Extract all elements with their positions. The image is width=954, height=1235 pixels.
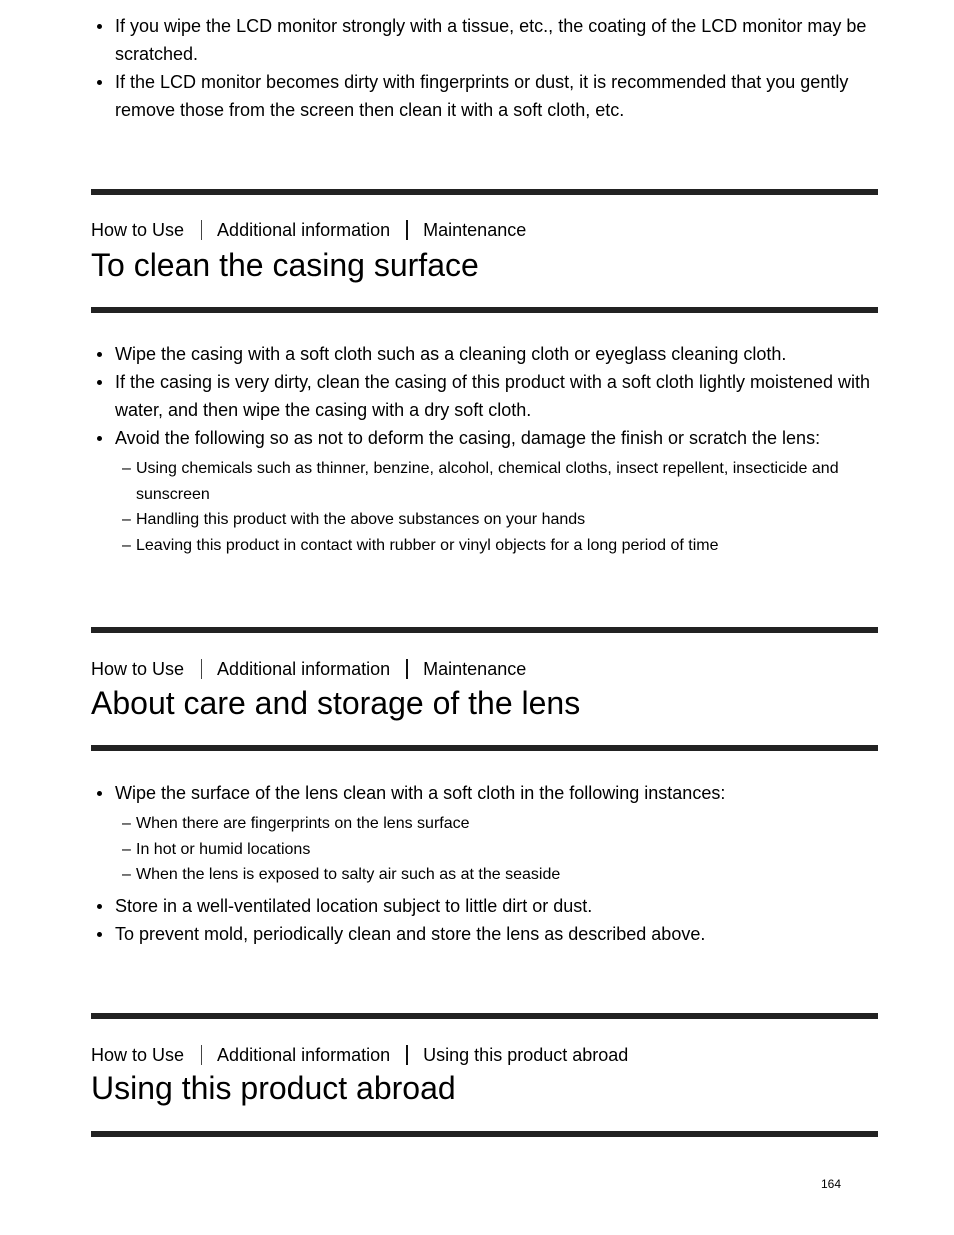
list-item-text: Avoid the following so as not to deform the casing, damage the finish or scratch the lens: <box>115 428 821 448</box>
intro-block <box>91 12 878 124</box>
breadcrumb-link-maintenance[interactable]: Maintenance <box>423 220 527 240</box>
list-item <box>91 424 878 558</box>
list-item: If the casing is very dirty, clean the casing of this product with a soft cloth lightly moistened with water, and then wipe the casing with a dry soft cloth. <box>91 368 878 424</box>
bullet-list <box>91 340 878 558</box>
breadcrumb-separator <box>201 220 202 240</box>
sub-list-item: – Handling this product with the above substances on your hands <box>115 507 878 533</box>
list-item: If you wipe the LCD monitor strongly with a tissue, etc., the coating of the LCD monitor may be scratched. <box>91 12 878 68</box>
breadcrumb-link-maintenance[interactable]: Maintenance <box>423 659 527 679</box>
breadcrumb <box>91 219 526 241</box>
breadcrumb-link-additional-information[interactable]: Additional information <box>217 1045 391 1065</box>
section-body <box>91 779 878 948</box>
breadcrumb-separator <box>406 220 408 240</box>
title-underline <box>91 307 878 313</box>
list-item: Wipe the casing with a soft cloth such as a cleaning cloth or eyeglass cleaning cloth. <box>91 340 878 368</box>
sub-list-item: – When the lens is exposed to salty air such as at the seaside <box>115 862 878 888</box>
section-divider <box>91 1013 878 1019</box>
page-title: Using this product abroad <box>91 1070 456 1106</box>
breadcrumb <box>91 1044 628 1066</box>
breadcrumb-separator <box>406 659 408 679</box>
section-body <box>91 340 878 562</box>
title-underline <box>91 745 878 751</box>
breadcrumb-link-additional-information[interactable]: Additional information <box>217 659 391 679</box>
title-underline <box>91 1131 878 1137</box>
section-divider <box>91 627 878 633</box>
intro-bullet-list <box>91 12 878 124</box>
page-number: 164 <box>821 1177 842 1191</box>
section-divider <box>91 189 878 195</box>
page-title: About care and storage of the lens <box>91 685 581 721</box>
sub-list <box>115 456 878 558</box>
bullet-list <box>91 779 878 948</box>
list-item: Store in a well-ventilated location subject to little dirt or dust. <box>91 892 878 920</box>
sub-list-item: – In hot or humid locations <box>115 837 878 863</box>
sub-list-item: – Leaving this product in contact with rubber or vinyl objects for a long period of time <box>115 533 878 559</box>
list-item <box>91 779 878 888</box>
breadcrumb-link-how-to-use[interactable]: How to Use <box>91 1045 185 1065</box>
breadcrumb-link-using-this-product-abroad[interactable]: Using this product abroad <box>423 1045 629 1065</box>
list-item: To prevent mold, periodically clean and store the lens as described above. <box>91 920 878 948</box>
breadcrumb-separator <box>201 1045 202 1065</box>
sub-list <box>115 811 878 888</box>
list-item: If the LCD monitor becomes dirty with fingerprints or dust, it is recommended that you gently remove those from the screen then clean it with a soft cloth, etc. <box>91 68 878 124</box>
breadcrumb-separator <box>201 659 202 679</box>
breadcrumb-link-how-to-use[interactable]: How to Use <box>91 220 185 240</box>
sub-list-item: – When there are fingerprints on the lens surface <box>115 811 878 837</box>
breadcrumb-link-additional-information[interactable]: Additional information <box>217 220 391 240</box>
breadcrumb-link-how-to-use[interactable]: How to Use <box>91 659 185 679</box>
sub-list-item: – Using chemicals such as thinner, benzine, alcohol, chemical cloths, insect repellent, insecticide and sunscreen <box>115 456 878 507</box>
breadcrumb-separator <box>406 1045 408 1065</box>
breadcrumb <box>91 658 526 680</box>
page-title: To clean the casing surface <box>91 247 479 283</box>
list-item-text: Wipe the surface of the lens clean with a soft cloth in the following instances: <box>115 783 726 803</box>
